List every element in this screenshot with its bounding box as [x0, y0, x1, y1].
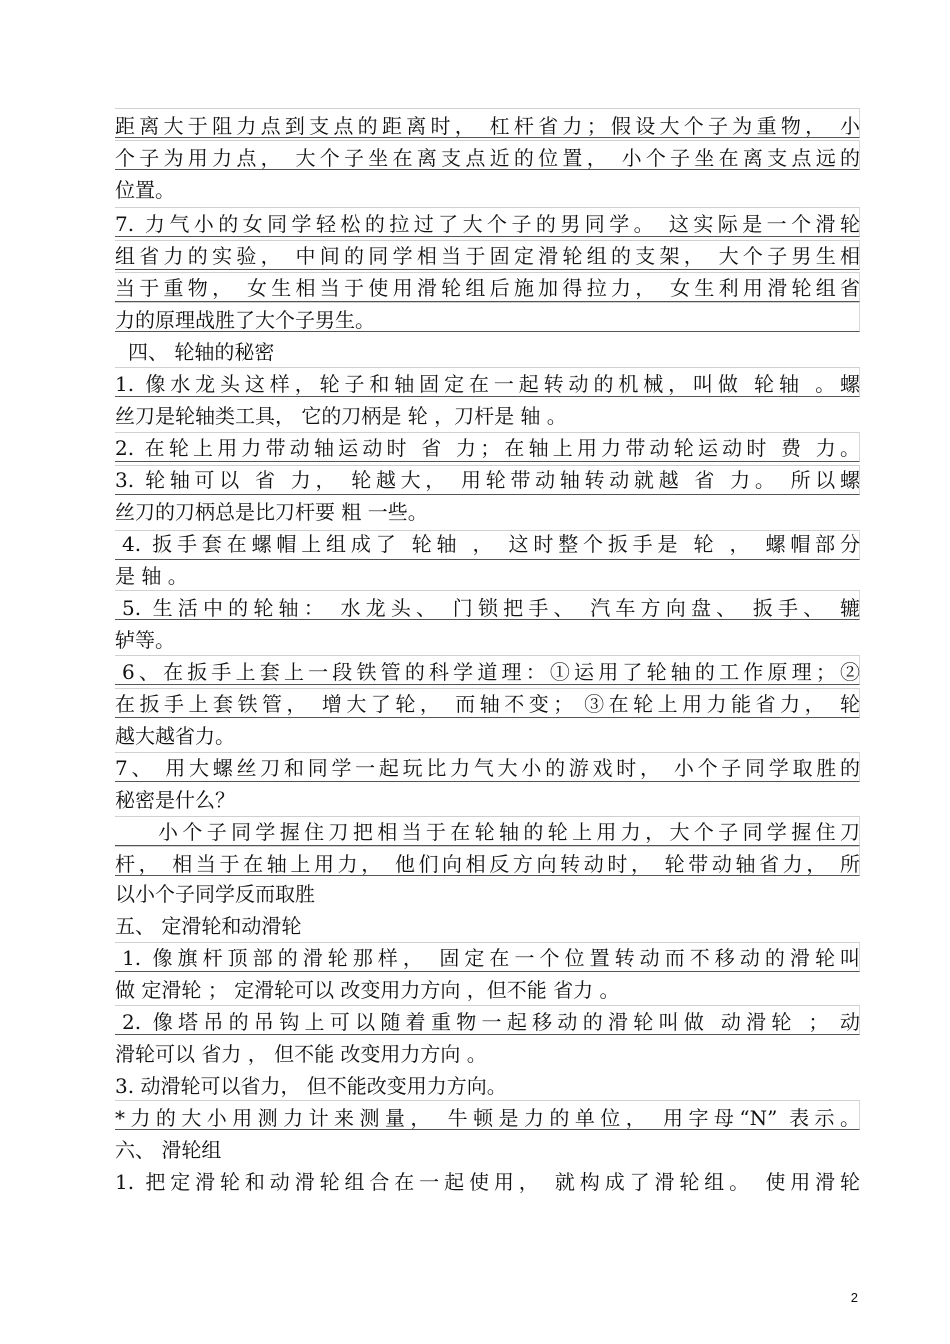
text-line: 是 轴 。: [115, 564, 188, 588]
text-line: 1. 像旗杆顶部的滑轮那样， 固定在一个位置转动而不移动的滑轮叫: [122, 946, 860, 970]
text-line: 以小个子同学反而取胜: [115, 882, 315, 906]
text-line: 杆， 相当于在轴上用力， 他们向相反方向转动时， 轮带动轴省力， 所: [115, 852, 860, 876]
text-line: 3. 轮轴可以 省 力， 轮越大， 用轮带动轴转动就越 省 力。 所以螺: [115, 468, 860, 492]
text-line: 4. 扳手套在螺帽上组成了 轮轴 ， 这时整个扳手是 轮 ， 螺帽部分: [122, 532, 860, 556]
text-line: 在扳手上套铁管， 增大了轮， 而轴不变； ③在轮上用力能省力， 轮: [115, 692, 860, 716]
text-line: 1. 把定滑轮和动滑轮组合在一起使用， 就构成了滑轮组。 使用滑轮: [115, 1170, 860, 1194]
text-line: 轳等。: [115, 628, 175, 652]
text-line: 6、在扳手上套上一段铁管的科学道理：①运用了轮轴的工作原理；②: [122, 660, 860, 684]
text-line: 丝刀是轮轴类工具， 它的刀柄是 轮 ，刀杆是 轴 。: [115, 404, 567, 428]
text-line: 5. 生活中的轮轴： 水龙头、 门锁把手、 汽车方向盘、 扳手、 辘: [122, 596, 860, 620]
section-heading: 四、 轮轴的秘密: [128, 340, 275, 364]
text-line: 滑轮可以 省力 ， 但不能 改变用力方向 。: [115, 1042, 487, 1066]
page-number: 2: [850, 1290, 858, 1305]
text-line: 7、 用大螺丝刀和同学一起玩比力气大小的游戏时， 小个子同学取胜的: [115, 756, 860, 780]
text-line: 丝刀的刀柄总是比刀杆要 粗 一些。: [115, 500, 428, 524]
text-line: *力的大小用测力计来测量， 牛顿是力的单位， 用字母“N” 表示。: [115, 1106, 860, 1130]
text-line: 距离大于阻力点到支点的距离时， 杠杆省力；假设大个子为重物， 小: [115, 114, 860, 138]
text-line: 1. 像水龙头这样，轮子和轴固定在一起转动的机械，叫做 轮轴 。螺: [115, 372, 860, 396]
text-line: 秘密是什么？: [115, 788, 235, 812]
text-line: 2. 在轮上用力带动轴运动时 省 力；在轴上用力带动轮运动时 费 力。: [115, 436, 860, 460]
text-line: 越大越省力。: [115, 724, 235, 748]
text-line: 2. 像塔吊的吊钩上可以随着重物一起移动的滑轮叫做 动滑轮 ； 动: [122, 1010, 860, 1034]
text-line: 做 定滑轮 ； 定滑轮可以 改变用力方向 ，但不能 省力 。: [115, 978, 620, 1002]
text-line: 小个子同学握住刀把相当于在轮轴的轮上用力，大个子同学握住刀: [158, 820, 860, 844]
text-line: 3. 动滑轮可以省力， 但不能改变用力方向。: [115, 1074, 507, 1098]
section-heading: 六、 滑轮组: [115, 1138, 222, 1162]
text-line: 位置。: [115, 178, 175, 202]
text-line: 组省力的实验， 中间的同学相当于固定滑轮组的支架， 大个子男生相: [115, 244, 860, 268]
text-line: 个子为用力点， 大个子坐在离支点近的位置， 小个子坐在离支点远的: [115, 146, 860, 170]
text-line: 力的原理战胜了大个子男生。: [115, 308, 375, 332]
section-heading: 五、 定滑轮和动滑轮: [115, 914, 302, 938]
text-line: 7. 力气小的女同学轻松的拉过了大个子的男同学。 这实际是一个滑轮: [115, 212, 860, 236]
text-line: 当于重物， 女生相当于使用滑轮组后施加得拉力， 女生利用滑轮组省: [115, 276, 860, 300]
